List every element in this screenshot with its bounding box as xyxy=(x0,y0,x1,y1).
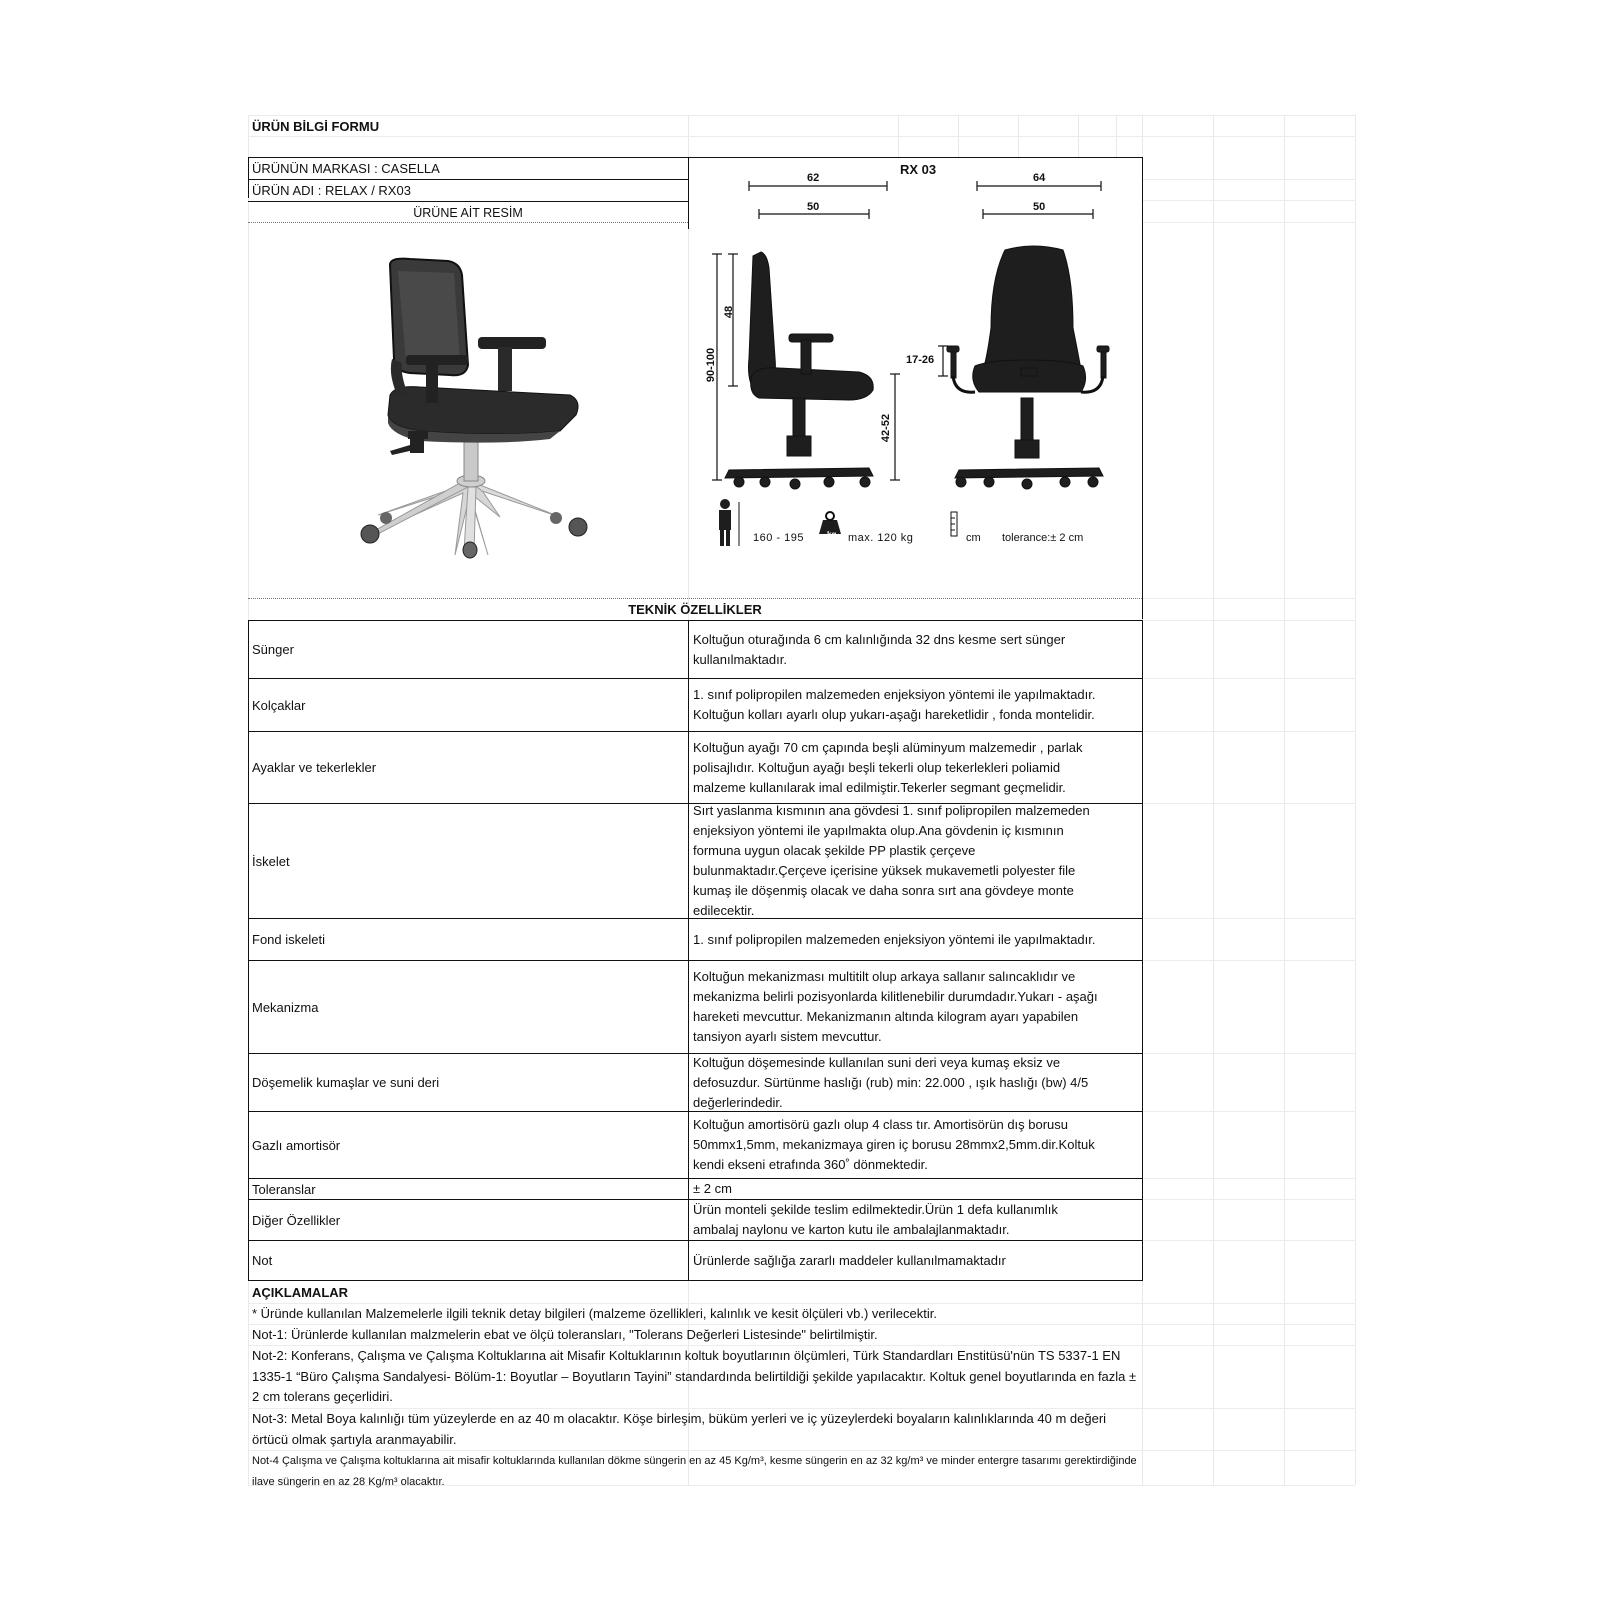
dim-back-height: 48 xyxy=(723,305,735,319)
dim-side-top: 62 xyxy=(807,172,820,184)
chair-base-illustration xyxy=(361,475,587,558)
tolerance-label: tolerance:± 2 cm xyxy=(1002,532,1084,544)
spec-value: Ürün monteli şekilde teslim edilmektedir.Ürün 1 defa kullanımlık ambalaj naylonu ve karton kutu ile ambalajlanmaktadır. xyxy=(693,1202,1058,1237)
spec-label: Fond iskeleti xyxy=(252,932,325,947)
diagram-model: RX 03 xyxy=(900,162,937,177)
spec-value: Koltuğun oturağında 6 cm kalınlığında 32 dns kesme sert sünger kullanılmaktadır. xyxy=(693,631,1066,667)
specs-title: TEKNİK ÖZELLİKLER xyxy=(628,602,762,617)
spec-label: Toleranslar xyxy=(252,1181,316,1197)
note-4: Not-4 Çalışma ve Çalışma koltuklarına ait misafir koltuklarında kullanılan dökme süngerin en az 45 Kg/m³, kesme süngerin en az 32 kg/m³ ve minder entergre tasarımı gerektirdiğinde ilave süngerin en az 28 Kg/m³ olacaktır. xyxy=(252,1455,1137,1488)
spec-value: 1. sınıf polipropilen malzemeden enjeksiyon yöntemi ile yapılmaktadır. xyxy=(693,931,1096,947)
spec-value: Koltuğun döşemesinde kullanılan suni deri veya kumaş eksiz ve defosuzdur. Sürtünme haslığı (rub) min: 22.000 , ışık haslığı (bw) 4/5 değerlerindedir. xyxy=(693,1054,1089,1110)
dim-front-top: 64 xyxy=(1033,172,1046,184)
dim-total-height: 90-100 xyxy=(705,347,717,383)
max-weight: max. 120 kg xyxy=(848,532,914,544)
chair-photo xyxy=(350,255,610,565)
note-1: Not-1: Ürünlerde kullanılan malzmelerin ebat ve ölçü toleransları, "Tolerans Değerleri Listesinde" belirtilmiştir. xyxy=(252,1327,878,1342)
person-icon xyxy=(719,499,731,546)
spec-value: Ürünlerde sağlığa zararlı maddeler kullanılmamaktadır xyxy=(693,1252,1006,1268)
dim-arm-height: 17-26 xyxy=(906,354,935,366)
spec-value: Sırt yaslanma kısmının ana gövdesi 1. sınıf polipropilen malzemeden enjeksiyon yöntemi ile yapılmakta olup.Ana gövdenin iç kısmının formuna uygun olacak şekilde PP plastik çerçeve bulunmaktadır.Çerçeve içerisine yüksek mukavemetli polyester file kumaş ile döşenmiş olacak ve daha sonra sırt ana gövdeye monte edilecektir. xyxy=(693,804,1090,918)
spec-label: Not xyxy=(252,1253,273,1268)
spec-label: Sünger xyxy=(252,642,294,657)
kg-icon-label: kg xyxy=(827,530,837,539)
note-3: Not-3: Metal Boya kalınlığı tüm yüzeylerde en az 40 m olacaktır. Köşe birleşim, büküm yerleri ve iç yüzeylerdeki boyaların kalınlıklarında 40 m değeri örtücü olmak şartıyla aranmayabilir. xyxy=(252,1411,1107,1447)
dim-side-seat: 50 xyxy=(807,201,820,213)
spec-value: Koltuğun ayağı 70 cm çapında beşli alüminyum malzemedir , parlak polisajlıdır. Koltuğun ayağı beşli tekerli olup tekerlekleri poliamid malzeme kullanılarak imal edilmiştir.Tekerler segmant geçmelidir. xyxy=(693,739,1083,795)
notes-title: AÇIKLAMALAR xyxy=(252,1285,349,1300)
spec-value: Koltuğun amortisörü gazlı olup 4 class tır. Amortisörün dış borusu 50mmx1,5mm, mekanizmaya giren iç borusu 28mmx2,5mm.dir.Koltuk kendi ekseni etrafında 360˚ dönmektedir. xyxy=(693,1117,1095,1172)
spec-value: ± 2 cm xyxy=(693,1181,732,1196)
user-height-range: 160 - 195 xyxy=(753,532,804,544)
form-title: ÜRÜN BİLGİ FORMU xyxy=(252,119,380,134)
spec-value: Koltuğun mekanizması multitilt olup arkaya sallanır salıncaklıdır ve mekanizma belirli pozisyonlarda kilitlenebilir durumdadır.Yukarı - aşağı hareketi mevcuttur. Mekanizmanın altında kilogram ayarı yapabilen tansiyon ayarlı sistem mevcuttur. xyxy=(693,969,1098,1044)
product-name-label: ÜRÜN ADI : RELAX / RX03 xyxy=(252,183,411,198)
image-caption: ÜRÜNE AİT RESİM xyxy=(413,206,523,220)
note-2: Not-2: Konferans, Çalışma ve Çalışma Koltuklarına ait Misafir Koltuklarının koltuk boyutlarının ölçümleri, Türk Standardları Enstitüsü'nün TS 5337-1 EN 1335-1 “Büro Çalışma Sandalyesi- Bölüm-1: Boyutlar – Boyutların Tayini” standardında belirtildiği şekilde yapılacaktır. Koltuk genel boyutlarında en fazla ± 2 cm tolerans geçerlidiri. xyxy=(252,1348,1137,1404)
spec-label: Gazlı amortisör xyxy=(252,1137,341,1153)
ruler-icon xyxy=(951,512,957,536)
spec-label: Mekanizma xyxy=(252,999,319,1015)
spec-label: Diğer Özellikler xyxy=(252,1212,341,1228)
spec-label: Ayaklar ve tekerlekler xyxy=(252,760,377,775)
unit-label: cm xyxy=(966,532,981,544)
dim-seat-height: 42-52 xyxy=(880,413,892,443)
note-general: * Üründe kullanılan Malzemelerle ilgili teknik detay bilgileri (malzeme özellikleri, kalınlık ve kesit ölçüleri vb.) verilecektir. xyxy=(252,1306,937,1321)
spec-label: Kolçaklar xyxy=(252,697,306,713)
spec-value: 1. sınıf polipropilen malzemeden enjeksiyon yöntemi ile yapılmaktadır. Koltuğun kolları ayarlı olup yukarı-aşağı hareketlidir , fonda montelidir. xyxy=(693,687,1096,722)
brand-label: ÜRÜNÜN MARKASI : CASELLA xyxy=(252,161,440,176)
spec-label: Döşemelik kumaşlar ve suni deri xyxy=(252,1075,440,1090)
spec-label: İskelet xyxy=(252,853,290,869)
dim-front-seat: 50 xyxy=(1033,201,1046,213)
